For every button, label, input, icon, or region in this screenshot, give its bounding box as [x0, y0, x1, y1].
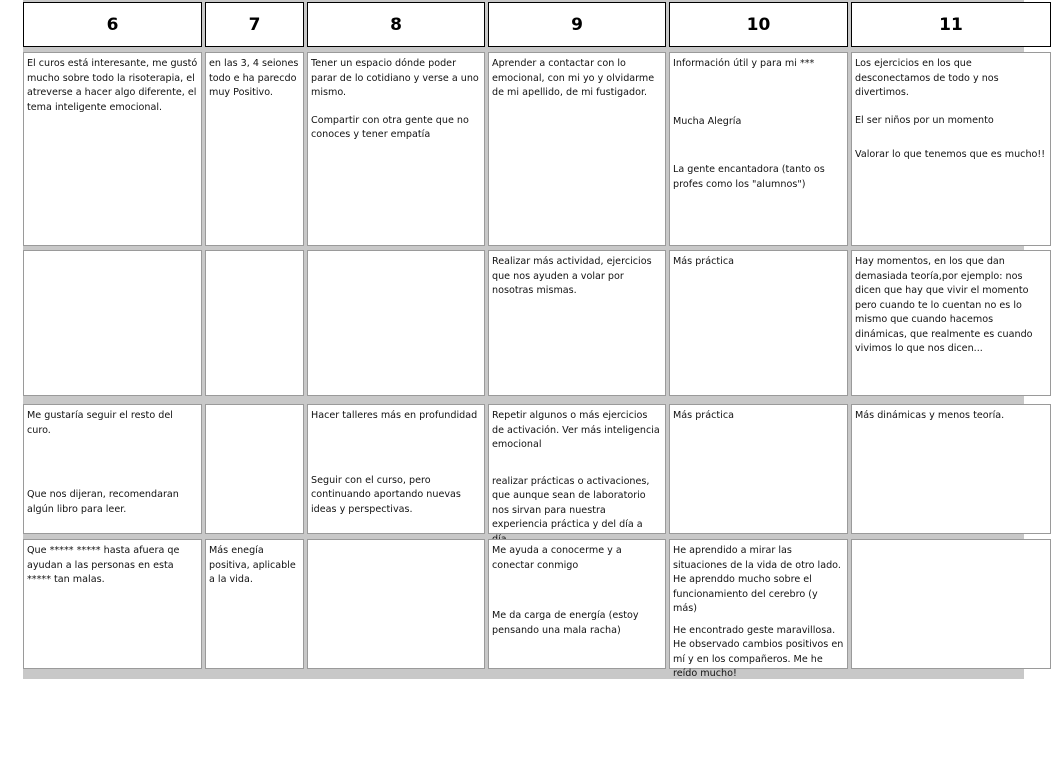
table-cell	[23, 52, 202, 246]
cell-text: Valorar lo que tenemos que es mucho!!	[855, 149, 1046, 160]
table-cell	[851, 404, 1051, 534]
table-cell	[669, 250, 848, 396]
table-cell	[23, 404, 202, 534]
column-header: 9	[488, 2, 666, 47]
cell-text: Seguir con el curso, pero continuando aportando nuevas ideas y perspectivas.	[311, 474, 461, 515]
feedback-table	[23, 0, 1046, 679]
cell-text: Más enegía positiva, aplicable a la vida.	[209, 545, 296, 585]
cell-text: Me gustaría seguir el resto del curo.	[27, 410, 173, 436]
table-cell	[669, 404, 848, 534]
table-cell	[488, 539, 666, 669]
column-header: 11	[851, 2, 1051, 47]
cell-text: Información útil y para mi ***	[673, 58, 815, 69]
cell-text: He encontrado geste maravillosa. He observado cambios positivos en mí y en los compañeros. Me he reído mucho!	[673, 624, 844, 679]
cell-text: El curos está interesante, me gustó mucho sobre todo la risoterapia, el atreverse a hacer algo diferente, el tema inteligente emocional.	[27, 58, 198, 113]
table-cell	[307, 404, 485, 534]
table-cell	[23, 250, 202, 396]
cell-text: Hacer talleres más en profundidad	[311, 410, 478, 421]
cell-text: Mucha Alegría	[673, 115, 742, 127]
cell-text: Me ayuda a conocerme y a conectar conmigo	[492, 545, 622, 571]
cell-text: Más dinámicas y menos teoría.	[855, 410, 1005, 421]
cell-text: Repetir algunos o más ejercicios de activación. Ver más inteligencia emocional	[492, 410, 660, 450]
cell-text: Los ejercicios en los que desconectamos de todo y nos divertimos.	[855, 58, 999, 98]
table-cell	[307, 52, 485, 246]
table-cell	[488, 250, 666, 396]
table-cell	[307, 250, 485, 396]
column-header: 6	[23, 2, 202, 47]
cell-text: Más práctica	[673, 256, 734, 267]
cell-text: en las 3, 4 seiones todo e ha parecdo muy Positivo.	[209, 58, 299, 98]
table-cell	[205, 404, 304, 534]
table-cell	[488, 52, 666, 246]
cell-text: Hay momentos, en los que dan demasiada teoría,por ejemplo: nos dicen que hay que vivir el momento pero cuando te lo cuentan no es lo mismo que cuando hacemos dinámicas, que realmente es cuando vivimos lo que nos dicen...	[855, 256, 1033, 354]
table-cell	[205, 52, 304, 246]
cell-text: Realizar más actividad, ejercicios que nos ayuden a volar por nosotras mismas.	[492, 256, 652, 296]
table-cell	[851, 250, 1051, 396]
cell-text: Que ***** ***** hasta afuera qe ayudan a las personas en esta ***** tan malas.	[27, 545, 180, 585]
cell-text: El ser niños por un momento	[855, 114, 994, 126]
table-cell	[205, 250, 304, 396]
cell-text: He aprendido a mirar las situaciones de la vida de otro lado. He aprenddo mucho sobre el funcionamiento del cerebro (y más)	[673, 545, 841, 614]
table-cell	[669, 539, 848, 679]
table-cell	[851, 52, 1051, 246]
table-cell	[307, 539, 485, 669]
table-cell	[205, 539, 304, 669]
table-cell	[488, 404, 666, 534]
table-cell	[23, 539, 202, 669]
cell-text: La gente encantadora (tanto os profes como los "alumnos")	[673, 164, 825, 190]
table-cell	[851, 539, 1051, 669]
cell-text: realizar prácticas o activaciones, que aunque sean de laboratorio nos sirvan para nuestra experiencia práctica y del día a	[492, 475, 650, 530]
column-header: 7	[205, 2, 304, 47]
column-header: 10	[669, 2, 848, 47]
cell-text: Más práctica	[673, 410, 734, 421]
cell-text: Aprender a contactar con lo emocional, con mi yo y olvidarme de mi apellido, de mi fustigador.	[492, 58, 655, 98]
cell-text: Tener un espacio dónde poder parar de lo cotidiano y verse a uno mismo.	[311, 58, 479, 98]
cell-text: Que nos dijeran, recomendaran algún libro para leer.	[27, 489, 179, 515]
cell-text: Compartir con otra gente que no conoces y tener empatía	[311, 114, 469, 140]
cell-text: Me da carga de energía (estoy pensando una mala racha)	[492, 610, 639, 636]
table-cell	[669, 52, 848, 246]
column-header: 8	[307, 2, 485, 47]
